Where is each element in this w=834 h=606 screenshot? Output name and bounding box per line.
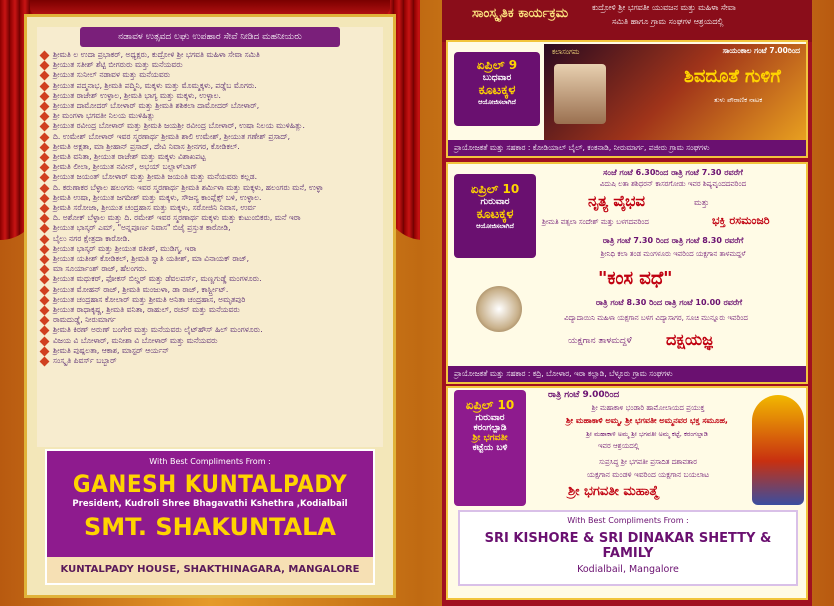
event1-show-sub: ತುಳು ಪೌರಾಣಿಕ ನಾಟಕ: [714, 96, 763, 104]
sponsor-address: KUNTALPADY HOUSE, SHAKTHINAGARA, MANGALORE: [47, 557, 373, 583]
donor-text: ಶ್ರೀಯುತ ಮಧುಕರ್, ಫೋಕಸ್ ಬಿಲ್ಡರ್ ಮತ್ತು ಡೆವಲಪರ್ಸ್, ಮಣ್ಣಗುಡ್ಡೆ ಮಂಗಳೂರು.: [53, 274, 262, 284]
event2-line6: ರಾತ್ರಿ ಗಂಟೆ 8.30 ರಿಂದ ರಾತ್ರಿ ಗಂಟೆ 10.00 ರವರೆಗೆ: [595, 298, 743, 307]
donor-item: [37, 213, 383, 223]
bullet-icon: [40, 255, 50, 265]
donor-text: ಶ್ರೀಯುತ ದಾಮೋದರ್ ಬೋಳಾರ್ ಮತ್ತು ಶ್ರೀಮತಿ ಶಶಿಕಲಾ ದಾಮೋದರ್ ಬೋಳಾರ್,: [53, 101, 260, 111]
donor-list: [37, 50, 383, 366]
donor-text: ಶ್ರೀಮತಿ ಲ ಉದಾ ಪ್ರಭಾಕರ್, ಅಧ್ಯಕ್ಷರು, ಕುದ್ರೋಳಿ ಶ್ರೀ ಭಗವತಿ ಮಹಿಳಾ ಸೇವಾ ಸಮಿತಿ: [53, 50, 260, 59]
bullet-icon: [40, 357, 50, 367]
donor-item: [37, 81, 383, 91]
left-sponsor-box: [45, 449, 375, 585]
donor-item: [37, 152, 383, 162]
donor-item: [37, 121, 383, 131]
event2-show2: ಭಕ್ತಿ ರಸಮಂಜರಿ: [712, 214, 770, 227]
sponsor-name-1: GANESH KUNTALPADY: [72, 470, 348, 498]
donor-item: [37, 111, 383, 121]
curtain-valance: [30, 0, 390, 14]
event3-show: ಶ್ರೀ ಭಗವತೀ ಮಹಾತ್ಮೆ: [568, 484, 659, 499]
donor-text: ಶ್ರೀಯುತ ರಾಜೇಶ್ ಉಳ್ಳಾಲ, ಶ್ರೀಮತಿ ಭಾಗ್ಯ ಮತ್ತು ಮಕ್ಕಳು, ಉಳ್ಳಾಲ.: [53, 90, 221, 100]
bullet-icon: [40, 295, 50, 305]
donor-item: [37, 325, 383, 335]
donor-text: ಶ್ರೀಯುತ ಯತೀಶ್ ಕೋಡಿಕಲ್, ಶ್ರೀಮತಿ ಸ್ವಾತಿ ಯತೀಶ್, ಮಾ ವಿನಾಯಕ್ ರಾಜ್,: [53, 254, 250, 264]
event2-line7: ವಿದ್ಯಾದಾಯಿನಿ ಮಹಿಳಾ ಯಕ್ಷಗಾನ ಬಳಗ ವಿದ್ಯಾಸಾಗರ, ಸೂಚಿ ಮುನ್ನೂರು ಇವರಿಂದ: [564, 314, 748, 322]
right-sponsor-box: [458, 510, 798, 586]
donor-item: [37, 70, 383, 80]
donor-item: [37, 172, 383, 182]
donor-item: [37, 254, 383, 264]
bullet-icon: [40, 122, 50, 132]
event1-date-badge: [454, 52, 540, 126]
donor-item: [37, 356, 383, 366]
bullet-icon: [40, 91, 50, 101]
donor-text: ಶ್ರೀಯುತ ಭಾಸ್ಕರ್ ಮತ್ತು ಶ್ರೀಯುತ ರತೀಶ್, ಮುಡಿಗ್ಮ, ಇರಾ: [53, 243, 197, 253]
bullet-icon: [40, 142, 50, 152]
donor-item: [37, 285, 383, 295]
event3-line2: ಶ್ರೀ ಮಹಾಕಾಳಿ ಅಮ್ಮ, ಶ್ರೀ ಭಗವತೀ ಅಮ್ಮನವರ ಭಕ್ತ ಸಮೂಹ,: [566, 416, 728, 425]
donor-text: ಸಂಸ್ಕೃತಿ ಪಿವರ್ಸ್ ಬಬ್ಬಾರ್: [53, 356, 117, 366]
donor-text: ಶ್ರೀಯುತ ಜಯಂತ್ ಬೋಳಾರ್ ಮತ್ತು ಶ್ರೀಮತಿ ಜಯಂತಿ ಮತ್ತು ಮನೆಯವರು ಕಲ್ಲಡ.: [53, 172, 258, 182]
event2-day: ಗುರುವಾರ: [480, 197, 510, 207]
donor-item: [37, 295, 383, 305]
bullet-icon: [40, 81, 50, 91]
donor-text: ಶ್ರೀಮತಿ ವನಿತಾ, ಶ್ರೀಯುತ ರಾಜೇಶ್ ಮತ್ತು ಮಕ್ಕಳು ವಿಶಾಖಪಟ್ಟ: [53, 152, 206, 162]
bullet-icon: [40, 163, 50, 173]
event2-name: ಕೂಟಕ್ಕಳ: [476, 207, 514, 222]
program-title-bar: [442, 0, 812, 42]
donor-text: ಶ್ರೀಯುತ ರಾಧಾಕೃಷ್ಣ, ಶ್ರೀಮತಿ ವನಿತಾ, ರಾಹುಲ್, ರಚನ್ ಮತ್ತು ಮನೆಯವರು: [53, 305, 240, 315]
right-page: [420, 0, 834, 606]
bullet-icon: [40, 306, 50, 316]
donor-item: [37, 132, 383, 142]
donor-text: ದಿ. ಉಮೇಶ್ ಬೋಳಾರ್ ಇವರ ಸ್ಮರಣಾರ್ಥ ಶ್ರೀಮತಿ ಶಾಲಿ ಉಮೇಶ್, ಶ್ರೀಯುತ ಗಣೇಶ್ ಪ್ರಸಾದ್,: [53, 131, 291, 141]
right-sponsor-name: SRI KISHORE & SRI DINAKAR SHETTY & FAMILY: [484, 531, 772, 561]
donor-text: ಮಾ ಸೂರ್ಯಾಂಶ್ ರಾಜ್, ಹೆಲಂಗರು.: [53, 264, 147, 274]
bullet-icon: [40, 61, 50, 71]
event3-day: ಗುರುವಾರ: [475, 413, 505, 423]
donor-item: [37, 183, 383, 193]
event1-date: ಏಪ್ರಿಲ್ 9: [476, 58, 518, 72]
event2-date: ಏಪ್ರಿಲ್ 10: [470, 182, 520, 196]
bullet-icon: [40, 51, 50, 61]
program-subtitle-2: ಸಮಿತಿ ಹಾಗೂ ಗ್ರಾಮ ಸಂಘಗಳ ಆಶ್ರಯದಲ್ಲಿ: [612, 17, 724, 26]
donor-item: [37, 203, 383, 213]
donor-text: ಶ್ರೀಯುತ ಚಂದ್ರಹಾಸ ಕೋಲಾರ್ ಮತ್ತು ಶ್ರೀಮತಿ ಅನಿತಾ ಚಂದ್ರಹಾಸ, ಅಮೃತಪುರಿ: [53, 294, 246, 304]
donor-text: ಶ್ರೀಯುತ ಭಾಸ್ಕರ್ ಎಮ್, "ಅನ್ನಪೂರ್ಣ ನಿವಾಸ" ಬಿಜೈ ಪ್ರಸ್ತುತ ಕಾರೋಡಿ,: [53, 223, 231, 233]
bullet-icon: [40, 214, 50, 224]
bullet-icon: [40, 153, 50, 163]
donor-text: ದಿ. ಕರುಣಾಕರ ಬೆಳ್ಳಾಲ ಹಲಂಗರು ಇವರ ಸ್ಮರಣಾರ್ಥ ಶ್ರೀಮತಿ ಶರ್ಮಿಳಾ ಮತ್ತು ಮಕ್ಕಳು, ಹಲಂಗರು ಮನೆ, ಉಳ್ಳಾ: [53, 182, 324, 192]
bullet-icon: [40, 204, 50, 214]
donor-text: ಶ್ರೀಯುತ ಸುನೀಲ್ ನಡಾವಳ ಮತ್ತು ಮನೆಯವರು: [53, 70, 171, 80]
donor-item: [37, 336, 383, 346]
bullet-icon: [40, 224, 50, 234]
bullet-icon: [40, 132, 50, 142]
event2-show1-b: ಮತ್ತು: [694, 198, 710, 207]
donor-text: ಶ್ರೀಯುತ ರವೀಂದ್ರ ಬೋಳಾರ್ ಮತ್ತು ಶ್ರೀಮತಿ ಜಯಶ್ರೀ ರವೀಂದ್ರ ಬೋಳಾರ್, ಉಷಾ ನಿಲಯ ಮುಳಿಹಿತ್ಲು.: [53, 121, 305, 131]
program-frame: [442, 0, 812, 606]
donor-text: ಶ್ರೀಯುತ ಸತೀಶ್ ಶೆಟ್ಟಿ ಬೀಗರುರು ಮತ್ತು ಮನೆಯವರು: [53, 60, 183, 70]
bullet-icon: [40, 71, 50, 81]
event2-line1: ಸಂಜೆ ಗಂಟೆ 6.30ರಿಂದ ರಾತ್ರಿ ಗಂಟೆ 7.30 ರವರೆಗೆ: [603, 168, 743, 177]
event1-day: ಬುಧವಾರ: [482, 73, 512, 83]
event1-footer: ಪ್ರಾಯೋಜಕತೆ ಮತ್ತು ಸಹಕಾರ : ಕೋಡಿಯಾಲ್ ಬೈಲ್, ಕಂಕನಾಡಿ, ನೀರುಮಾರ್ಗ, ಪಜೀರು ಗ್ರಾಮ ಸಂಘಗಳು: [448, 140, 806, 156]
goddess-image: [752, 395, 804, 505]
bullet-icon: [40, 326, 50, 336]
bullet-icon: [40, 173, 50, 183]
event2-line8: ಯಕ್ಷಗಾನ ತಾಳಮದ್ದಳೆ: [568, 336, 632, 346]
bullet-icon: [40, 265, 50, 275]
donor-text: ಶ್ರೀಯುತ ಮೋಹನ್ ರಾಜ್, ಶ್ರೀಮತಿ ಮಂಜುಳಾ, ಡಾ ರಾಜ್, ಕಾರ್ಸ್ಟ್ರೀಟ್.: [53, 284, 229, 294]
event3-time: ರಾತ್ರಿ ಗಂಟೆ 9.00ರಿಂದ: [548, 390, 620, 400]
bullet-icon: [40, 183, 50, 193]
donor-text: ಶ್ರೀಮತಿ ಅಕ್ಷತಾ, ಮಾ ಶ್ರೀಹಾನ್ ಪ್ರಸಾದ್, ದೇವಿ ನಿವಾಸ ಶ್ರೀನಗರ, ಕೋಡಿಕಲ್.: [53, 141, 240, 151]
donor-text: ವಿಜಯ ವಿ ಬೋಳಾರ್, ಮನೀಶಾ ವಿ ಬೋಳಾರ್ ಮತ್ತು ಮನೆಯವರು: [53, 335, 218, 345]
sponsor-with-best: With Best Compliments From :: [149, 457, 271, 466]
donor-item: [37, 101, 383, 111]
event2-line4: ರಾತ್ರಿ ಗಂಟೆ 7.30 ರಿಂದ ರಾತ್ರಿ ಗಂಟೆ 8.30 ರವರೆಗೆ: [602, 236, 744, 245]
right-sponsor-address: Kodialbail, Mangalore: [577, 564, 679, 575]
event1-show: ಶಿವದೂತೆ ಗುಳಿಗೆ: [684, 66, 781, 87]
event1-time: ಸಾಯಂಕಾಲ ಗಂಟೆ 7.00ರಿಂದ: [722, 46, 800, 55]
donor-text: ಶ್ರೀಮತಿ ಲೀಲಾ, ಶ್ರೀಯುತ ನವೀನ್, ಅಭಯ್ ಬಲ್ಲಾಳ್‌ಬಾಗ್: [53, 162, 198, 172]
drum-image: [476, 286, 522, 332]
right-sponsor-with-best: With Best Compliments From :: [567, 516, 689, 525]
donor-item: [37, 60, 383, 70]
donor-text: ದಿ. ಅಶೋಕ್ ಬೆಳ್ಳಾಲ ಮತ್ತು ದಿ. ರಮೇಶ್ ಇವರ ಸ್ಮರಣಾರ್ಥ ಮಕ್ಕಳು ಮತ್ತು ಕುಟುಂಬಿಕರು, ಮನೆ ಇರಾ: [53, 213, 301, 223]
program-subtitle-1: ಕುದ್ರೋಳಿ ಶ್ರೀ ಭಗವತೀ ಯುವಜನ ಮತ್ತು ಮಹಿಳಾ ಸೇವಾ: [592, 3, 736, 12]
bullet-icon: [40, 336, 50, 346]
bullet-icon: [40, 244, 50, 254]
donor-text: ಬೈಲು ನಗರ ಕ್ಷೇತ್ರದಾ ಕಾರೋಡಿ.: [53, 233, 130, 243]
event2-tag: ಆಯೋಜಿಸಲಾಗಿದೆ: [476, 222, 514, 230]
donor-text: ಶ್ರೀಮತಿ ಸರೋಜಾ, ಶ್ರೀಯುತ ಚಂದ್ರಹಾಸ ಮತ್ತು ಮಕ್ಕಳು, ಸರೋಜಿನಿ ನಿವಾಸ, ಉರ್ವ: [53, 203, 257, 213]
event2-line2: ವಿದುಷಿ ಲತಾ ಶಶಿಧರನ್ ಕಾಸರಗೋಡು ಇವರ ಶಿಷ್ಯವೃಂದದವರಿಂದ: [599, 180, 747, 188]
event1-name: ಕೂಟಕ್ಕಳ: [478, 83, 516, 98]
bullet-icon: [40, 193, 50, 203]
event3-place: ಕರಂಗಲ್ಪಾಡಿ: [473, 423, 507, 433]
donor-item: [37, 50, 383, 60]
donor-text: ಶ್ರೀಯುತ ಪದ್ಮನಾಭ, ಶ್ರೀಮತಿ ಪದ್ಮಿನಿ, ಮಕ್ಕಳು ಮತ್ತು ಮೊಮ್ಮಕ್ಕಳು, ಪಡ್ಡೆಬ ಮೊಗರು.: [53, 80, 257, 90]
bullet-icon: [40, 234, 50, 244]
event3-place3: ಕಟ್ಟೆಯ ಬಳಿ: [472, 443, 508, 453]
sponsor-name-2: SMT. SHAKUNTALA: [83, 513, 336, 541]
donor-item: [37, 142, 383, 152]
bullet-icon: [40, 316, 50, 326]
event2-line5: ಶ್ರೀನಿಧಿ ಕಲಾ ತಂಡ ಮಂಗಳೂರು ಇವರಿಂದ ಯಕ್ಷಗಾನ ತಾಳಮದ್ದಳೆ: [600, 250, 746, 258]
event1-tag: ಆಯೋಜಿಸಲಾಗಿದೆ: [478, 98, 516, 106]
donor-item: [37, 223, 383, 233]
event2-date-badge: [454, 174, 536, 258]
donor-item: [37, 315, 383, 325]
event2-show4: ದಕ್ಷಯಜ್ಞ: [666, 330, 713, 349]
bullet-icon: [40, 102, 50, 112]
donor-text: ಶ್ರೀಮತಿ ಪುಷ್ಪಲತಾ, ಆಕಾಶ, ಮಾಸ್ಟರ್ ಆರ್ಯನ್: [53, 345, 169, 355]
event2-show1: ನೃತ್ಯ ವೈಭವ: [588, 192, 646, 210]
event1-poster: [544, 44, 806, 140]
event2-show3: "ಕಂಸ ವಧೆ": [598, 268, 673, 289]
donor-item: [37, 234, 383, 244]
event3-line3: ಶ್ರೀ ಮಹಾಕಾಳಿ ಅಮ್ಮ ಶ್ರೀ ಭಗವತೀ ಅಮ್ಮ ಕಟ್ಟೆ, ಕರಂಗಲ್ಪಾಡಿ: [586, 430, 708, 438]
donor-item: [37, 274, 383, 284]
donor-text: ರಾಮದುಡ್ಡೆ, ನೀರುಮಾರ್ಗ: [53, 315, 116, 325]
bullet-icon: [40, 285, 50, 295]
donor-item: [37, 91, 383, 101]
event3-place2: ಶ್ರೀ ಭಗವತೀ: [472, 433, 508, 443]
donor-item: [37, 244, 383, 254]
event3-date: ಏಪ್ರಿಲ್ 10: [465, 398, 515, 412]
bullet-icon: [40, 275, 50, 285]
event3-line1: ಶ್ರೀ ಮಹಾಕಾಳಿ ಭಂಡಾರಿ ಹಾಮೋಲಾಯದ ಪ್ರಯುಕ್ತ: [591, 404, 705, 412]
donor-item: [37, 346, 383, 356]
donor-list-header: ನಡಾವಳ ಉತ್ಸವದ ಲಘು ಉಪಹಾರ ಸೇವೆ ನೀಡಿದ ಮಹನೀಯರು: [80, 27, 340, 47]
event2-line3: ಶ್ರೀಮತಿ ವತ್ಸಲಾ ಸಂದೇಶ್ ಮತ್ತು ಬಳಗದವರಿಂದ: [542, 218, 649, 226]
donor-item: [37, 305, 383, 315]
event-2: [446, 162, 808, 384]
donor-text: ಶ್ರೀಮತಿ ಕಿರಣ್ ಅರುಣ್ ಬಂಗೇರ ಮತ್ತು ಮನೆಯವರು ಲೈಟ್‌ಹೌಸ್ ಹಿಲ್ ಮಂಗಳೂರು.: [53, 325, 263, 335]
event-1: [446, 40, 808, 158]
donor-item: [37, 162, 383, 172]
donor-text: ಶ್ರೀ ಮಂಗಳಾ ಭಗವತೀ ನಿಲಯ ಮುಳಿಹಿತ್ಲು: [53, 111, 155, 121]
event2-footer: ಪ್ರಾಯೋಜಕತೆ ಮತ್ತು ಸಹಕಾರ : ಕದ್ರಿ, ಬೋಳಾರ, ಇರಾ ಕಲ್ಲಾಡಿ, ಬೆಳ್ಳೂರು ಗ್ರಾಮ ಸಂಘಗಳು: [448, 366, 806, 382]
event3-date-badge: [454, 390, 526, 506]
sponsor-subtitle: President, Kudroli Shree Bhagavathi Kshethra ,Kodialbail: [72, 499, 348, 509]
donor-list-area: [37, 27, 383, 447]
artist-photo: [554, 64, 606, 124]
event3-line5: ಸುಪ್ರಸಿದ್ಧ ಶ್ರೀ ಭಗವತೀ ಪ್ರಸಾದಿತ ದಶಾವತಾರ: [599, 458, 697, 466]
donor-text: ಶ್ರೀಮತಿ ಉಷಾ, ಶ್ರೀಯುತ ಜಗದೀಶ್ ಮತ್ತು ಮಕ್ಕಳು, ಸೌಜನ್ಯ ಕಾಂಪ್ಲೆಕ್ಸ್ ಬಳಿ, ಉಳ್ಳಾಲ.: [53, 192, 262, 202]
event3-line4: ಇವರ ಆಶ್ರಯದಲ್ಲಿ: [598, 442, 640, 450]
program-title: ಸಾಂಸ್ಕೃತಿಕ ಕಾರ್ಯಕ್ರಮ: [472, 6, 569, 21]
bullet-icon: [40, 346, 50, 356]
event1-troupe: ಕಲಾಸಂಗಮ: [552, 48, 580, 56]
donor-frame: [24, 14, 396, 598]
donor-item: [37, 193, 383, 203]
event3-line6: ಯಕ್ಷಗಾನ ಮಂಡಳಿ ಇವರಿಂದ ಯಕ್ಷಗಾನ ಬಯಲಾಟ: [586, 470, 710, 479]
donor-item: [37, 264, 383, 274]
bullet-icon: [40, 112, 50, 122]
